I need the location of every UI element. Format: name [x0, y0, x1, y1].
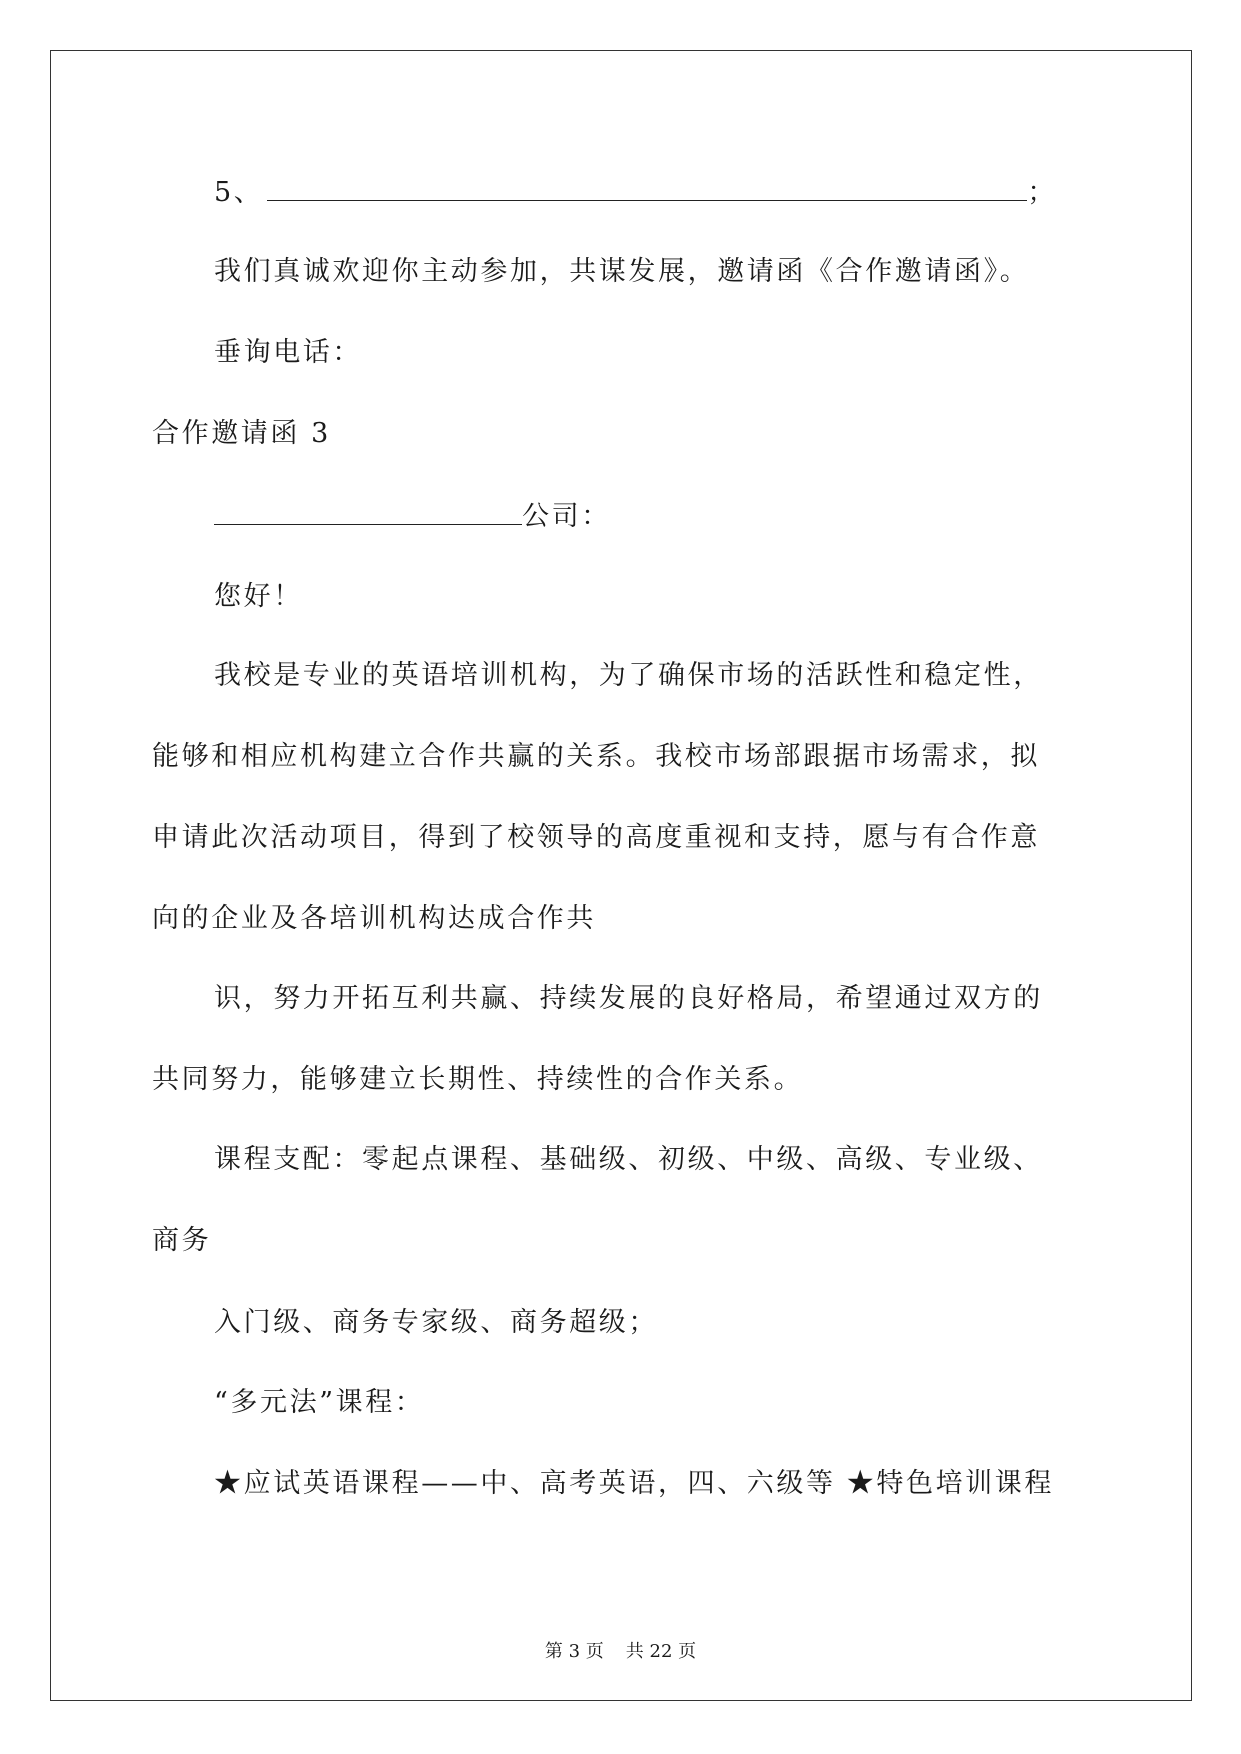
courses-line-2: 商务 [152, 1225, 212, 1256]
multi-method-heading: “多元法”课程： [214, 1387, 425, 1418]
item-5-line [214, 176, 1057, 210]
item-5-blank-line [267, 178, 1027, 201]
welcome-text: 我们真诚欢迎你主动参加，共谋发展，邀请函《合作邀请函》。 [214, 256, 1030, 287]
phone-label: 垂询电话： [214, 337, 362, 368]
paragraph-1-line-2: 能够和相应机构建立合作共赢的关系。我校市场部跟据市场需求，拟 [152, 741, 1040, 772]
greeting: 您好！ [214, 581, 303, 612]
courses-line-1: 课程支配：零起点课程、基础级、初级、中级、高级、专业级、 [214, 1144, 1043, 1175]
item-5-number: 5、 [214, 177, 264, 208]
star-courses-line: ★应试英语课程——中、高考英语，四、六级等 ★特色培训课程 [214, 1468, 1054, 1499]
courses-line-3: 入门级、商务专家级、商务超级； [214, 1307, 658, 1338]
item-5-semicolon: ； [1027, 177, 1057, 208]
page-border [50, 50, 1192, 1701]
page-number: 第 3 页 [544, 1641, 604, 1662]
company-blank-line [214, 502, 522, 525]
paragraph-2-line-2: 共同努力，能够建立长期性、持续性的合作关系。 [152, 1064, 804, 1095]
page-footer [0, 1640, 1241, 1664]
company-line [214, 500, 611, 534]
page-total: 共 22 页 [625, 1641, 697, 1662]
section-title: 合作邀请函 3 [152, 418, 331, 449]
paragraph-2-line-1: 识，努力开拓互利共赢、持续发展的良好格局，希望通过双方的 [214, 983, 1043, 1014]
paragraph-1-line-1: 我校是专业的英语培训机构，为了确保市场的活跃性和稳定性， [214, 660, 1043, 691]
paragraph-1-line-4: 向的企业及各培训机构达成合作共 [152, 903, 596, 934]
paragraph-1-line-3: 申请此次活动项目，得到了校领导的高度重视和支持，愿与有合作意 [152, 822, 1040, 853]
company-label: 公司： [522, 501, 611, 532]
